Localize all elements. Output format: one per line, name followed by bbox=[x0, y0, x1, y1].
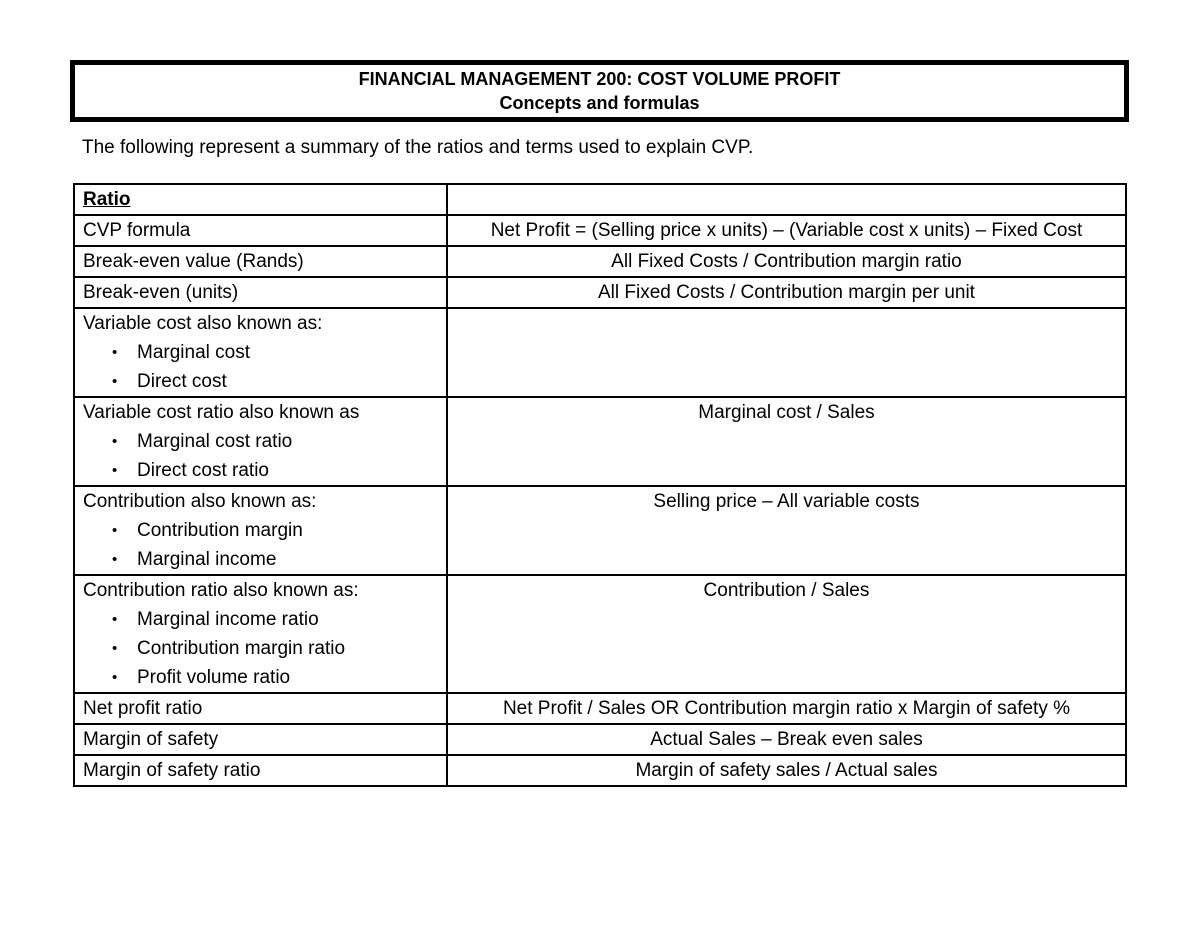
ratio-label: Variable cost also known as: bbox=[83, 313, 323, 334]
synonym-item bbox=[83, 605, 438, 634]
synonym-list bbox=[83, 427, 438, 485]
ratio-cell bbox=[74, 724, 447, 755]
synonym-text: Marginal cost bbox=[137, 342, 250, 363]
table-row bbox=[74, 486, 1126, 575]
bullet-icon: • bbox=[112, 669, 118, 686]
bullet-icon: • bbox=[112, 344, 118, 361]
table-row bbox=[74, 308, 1126, 397]
table-header-row bbox=[74, 184, 1126, 215]
ratio-label: Net profit ratio bbox=[83, 698, 203, 719]
formula-cell bbox=[447, 308, 1126, 397]
formula-cell: All Fixed Costs / Contribution margin ratio bbox=[447, 246, 1126, 277]
ratio-label: Contribution ratio also known as: bbox=[83, 580, 359, 601]
synonym-text: Contribution margin ratio bbox=[137, 638, 346, 659]
synonym-item bbox=[83, 367, 438, 396]
table-row bbox=[74, 755, 1126, 786]
table-row bbox=[74, 724, 1126, 755]
table-row bbox=[74, 397, 1126, 486]
synonym-item bbox=[83, 545, 438, 574]
formula-cell: Selling price – All variable costs bbox=[447, 486, 1126, 575]
synonym-item bbox=[83, 338, 438, 367]
synonym-list bbox=[83, 516, 438, 574]
ratio-label: Margin of safety bbox=[83, 729, 219, 750]
header-ratio-cell bbox=[74, 184, 447, 215]
bullet-icon: • bbox=[112, 551, 118, 568]
synonym-text: Direct cost bbox=[137, 371, 227, 392]
ratio-label: Contribution also known as: bbox=[83, 491, 317, 512]
bullet-icon: • bbox=[112, 522, 118, 539]
ratio-cell bbox=[74, 308, 447, 397]
formula-cell: Actual Sales – Break even sales bbox=[447, 724, 1126, 755]
table-row bbox=[74, 246, 1126, 277]
document-title: FINANCIAL MANAGEMENT 200: COST VOLUME PROFIT bbox=[358, 69, 841, 89]
ratio-label: Break-even value (Rands) bbox=[83, 251, 304, 272]
synonym-text: Contribution margin bbox=[137, 520, 303, 541]
bullet-icon: • bbox=[112, 640, 118, 657]
formula-cell: All Fixed Costs / Contribution margin per unit bbox=[447, 277, 1126, 308]
formula-cell: Contribution / Sales bbox=[447, 575, 1126, 693]
synonym-text: Marginal income ratio bbox=[137, 609, 319, 630]
ratio-label: Variable cost ratio also known as bbox=[83, 402, 360, 423]
ratio-cell bbox=[74, 215, 447, 246]
ratio-label: CVP formula bbox=[83, 220, 191, 241]
formula-cell: Margin of safety sales / Actual sales bbox=[447, 755, 1126, 786]
synonym-list bbox=[83, 605, 438, 692]
synonym-item bbox=[83, 516, 438, 545]
intro-text: The following represent a summary of the ratios and terms used to explain CVP. bbox=[82, 137, 754, 158]
ratio-cell bbox=[74, 575, 447, 693]
ratio-cell bbox=[74, 246, 447, 277]
synonym-item bbox=[83, 456, 438, 485]
ratio-cell bbox=[74, 277, 447, 308]
synonym-list bbox=[83, 338, 438, 396]
bullet-icon: • bbox=[112, 433, 118, 450]
synonym-text: Direct cost ratio bbox=[137, 460, 269, 481]
table-row bbox=[74, 277, 1126, 308]
ratio-label: Margin of safety ratio bbox=[83, 760, 261, 781]
table-row bbox=[74, 693, 1126, 724]
ratio-cell bbox=[74, 755, 447, 786]
formula-cell: Marginal cost / Sales bbox=[447, 397, 1126, 486]
synonym-text: Marginal cost ratio bbox=[137, 431, 293, 452]
header-empty-cell bbox=[447, 184, 1126, 215]
ratio-label: Break-even (units) bbox=[83, 282, 239, 303]
synonym-text: Marginal income bbox=[137, 549, 277, 570]
synonym-item bbox=[83, 427, 438, 456]
ratio-cell bbox=[74, 397, 447, 486]
header-ratio: Ratio bbox=[83, 189, 131, 210]
table-row bbox=[74, 215, 1126, 246]
table-row bbox=[74, 575, 1126, 693]
formula-cell: Net Profit / Sales OR Contribution margin ratio x Margin of safety % bbox=[447, 693, 1126, 724]
formula-cell: Net Profit = (Selling price x units) – (Variable cost x units) – Fixed Cost bbox=[447, 215, 1126, 246]
bullet-icon: • bbox=[112, 611, 118, 628]
title-box bbox=[70, 60, 1129, 122]
bullet-icon: • bbox=[112, 373, 118, 390]
cvp-table bbox=[73, 183, 1127, 787]
synonym-item bbox=[83, 663, 438, 692]
synonym-text: Profit volume ratio bbox=[137, 667, 291, 688]
synonym-item bbox=[83, 634, 438, 663]
document-subtitle: Concepts and formulas bbox=[499, 93, 700, 113]
bullet-icon: • bbox=[112, 462, 118, 479]
ratio-cell bbox=[74, 486, 447, 575]
ratio-cell bbox=[74, 693, 447, 724]
